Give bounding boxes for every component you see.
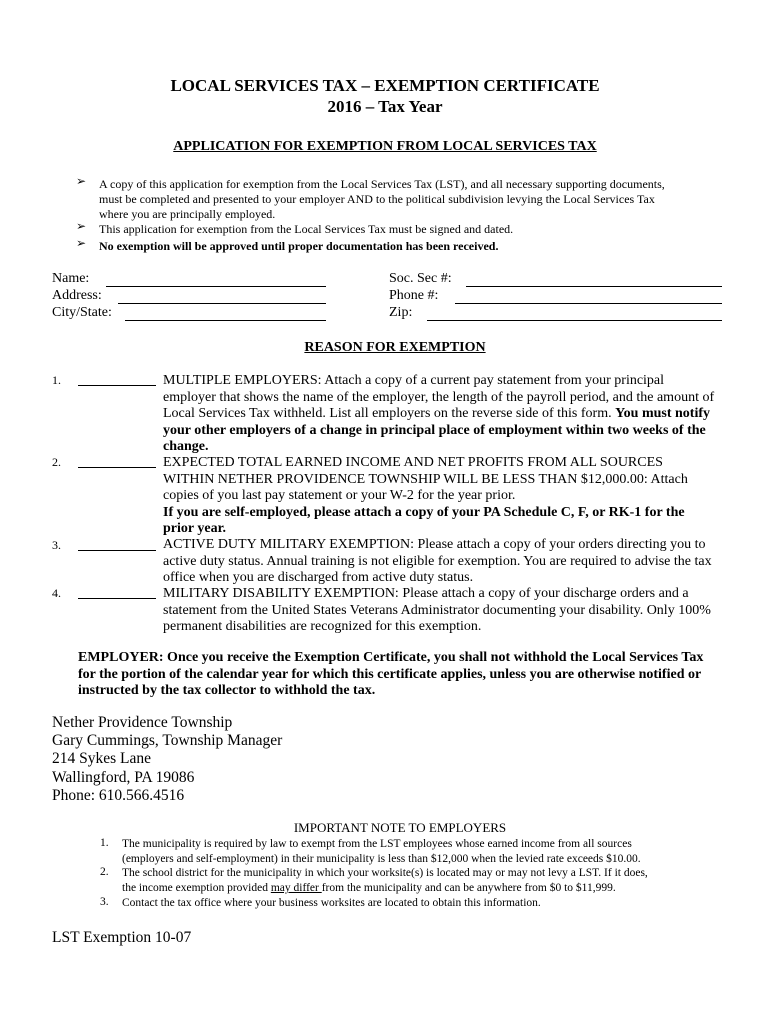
note-title: IMPORTANT NOTE TO EMPLOYERS: [293, 820, 507, 835]
reason-4-text: [163, 586, 723, 636]
note-3: Contact the tax office where your business worksites are located to obtain this information.: [122, 897, 541, 909]
employer-notice-line: for the portion of the calendar year for which this certificate applies, unless you are otherwise notified or: [78, 666, 702, 682]
reason-3-blank[interactable]: [78, 550, 156, 551]
reason-4-blank[interactable]: [78, 598, 156, 599]
reason-1-line: change.: [163, 439, 209, 454]
reason-1-line: MULTIPLE EMPLOYERS: Attach a copy of a current pay statement from your principal: [163, 373, 665, 388]
reason-2-blank[interactable]: [78, 467, 156, 468]
reason-3-line: office when you are discharged from active duty status.: [163, 570, 474, 585]
note-2-underlined-part: may differ: [270, 881, 322, 894]
reason-1-text-part: Local Services Tax withheld. List all employers on the reverse side of this form.: [163, 406, 616, 421]
reason-2-line: copies of you last pay statement or your W-2 for the year prior.: [163, 488, 516, 503]
note-1-line: The municipality is required by law to exempt from the LST employees whose earned income from all sources: [122, 838, 632, 850]
township-address: [52, 714, 282, 805]
reason-3-line: active duty status. Annual training is not eligible for exemption. You are required to advise the tax: [163, 553, 712, 569]
reason-3-text: [163, 537, 723, 587]
reason-1-text: [163, 373, 723, 456]
phone-label: Phone #:: [389, 288, 439, 303]
note-1-number: 1.: [100, 837, 109, 849]
reason-1-line: employer that shows the name of the employer, the length of the payroll period, and the amount of: [163, 389, 715, 405]
note-2-line: [122, 881, 722, 896]
reason-4-line: statement from the United States Veterans Administrator documenting your disability. Only 100%: [163, 602, 711, 618]
tax-year: 2016 – Tax Year: [327, 97, 443, 116]
bullet-3: No exemption will be approved until proper documentation has been received.: [99, 239, 499, 253]
reason-3-number: 3.: [52, 538, 61, 552]
reason-1-bold-part: You must notify: [615, 406, 710, 421]
employer-notice: [78, 650, 718, 700]
reason-1-number: 1.: [52, 373, 61, 387]
reason-2-line: WITHIN NETHER PROVIDENCE TOWNSHIP WILL BE LESS THAN $12,000.00: Attach: [163, 471, 688, 487]
arrow-bullet-icon: ➢: [76, 219, 87, 233]
arrow-bullet-icon: ➢: [76, 236, 87, 250]
address-label: Address:: [52, 288, 102, 303]
reason-2-line: If you are self-employed, please attach a copy of your PA Schedule C, F, or RK-1 for the: [163, 504, 685, 520]
note-2-line: The school district for the municipality in which your worksite(s) is located may or may not levy a LST. If it does,: [122, 867, 648, 879]
bullet-1: [99, 177, 719, 222]
note-2-number: 2.: [100, 866, 109, 878]
phone-field[interactable]: [455, 303, 722, 304]
zip-label: Zip:: [389, 305, 413, 320]
bullet-1-line-1: A copy of this application for exemption from the Local Services Tax (LST), and all necessary supporting documents,: [99, 177, 665, 191]
note-2-text-part: from the municipality and can be anywhere from $0 to $11,999.: [321, 881, 616, 894]
reason-4-line: MILITARY DISABILITY EXEMPTION: Please attach a copy of your discharge orders and a: [163, 586, 689, 601]
employer-notice-line: instructed by the tax collector to withhold the tax.: [78, 683, 376, 698]
reason-4-line: permanent disabilities are recognized for this exemption.: [163, 619, 482, 634]
city-state-field[interactable]: [125, 320, 326, 321]
name-label: Name:: [52, 271, 90, 286]
form-code: LST Exemption 10-07: [52, 929, 192, 946]
ssn-field[interactable]: [466, 286, 722, 287]
arrow-bullet-icon: ➢: [76, 174, 87, 188]
employer-notice-line: EMPLOYER: Once you receive the Exemption Certificate, you shall not withhold the Local Services Tax: [78, 650, 704, 665]
reason-2-line: prior year.: [163, 521, 226, 536]
note-1-line: (employers and self-employment) in their municipality is less than $12,000 when the levied rate exceeds $10.00.: [122, 852, 641, 865]
bullet-1-line-3: where you are principally employed.: [99, 207, 276, 221]
reason-1-blank[interactable]: [78, 385, 156, 386]
section-title: APPLICATION FOR EXEMPTION FROM LOCAL SERVICES TAX: [173, 139, 597, 154]
city-zip: Wallingford, PA 19086: [52, 768, 195, 786]
note-2: [122, 866, 722, 896]
city-state-label: City/State:: [52, 305, 112, 320]
reason-2-text: [163, 455, 723, 538]
note-3-number: 3.: [100, 896, 109, 908]
bullet-2: This application for exemption from the Local Services Tax must be signed and dated.: [99, 222, 514, 236]
note-2-text-part: the income exemption provided: [122, 881, 271, 894]
zip-field[interactable]: [427, 320, 722, 321]
reason-4-number: 4.: [52, 586, 61, 600]
reason-1-line: [163, 406, 723, 423]
reason-1-line: your other employers of a change in principal place of employment within two weeks of the: [163, 422, 706, 438]
reason-2-number: 2.: [52, 455, 61, 469]
street-address: 214 Sykes Lane: [52, 750, 152, 768]
address-field[interactable]: [118, 303, 326, 304]
township-manager: Gary Cummings, Township Manager: [52, 732, 283, 750]
reason-2-line: EXPECTED TOTAL EARNED INCOME AND NET PROFITS FROM ALL SOURCES: [163, 455, 663, 470]
ssn-label: Soc. Sec #:: [389, 271, 452, 286]
phone-number: Phone: 610.566.4516: [52, 786, 185, 804]
page-title: LOCAL SERVICES TAX – EXEMPTION CERTIFICATE: [170, 76, 600, 95]
bullet-1-line-2: must be completed and presented to your employer AND to the political subdivision levying the Local Services Tax: [99, 192, 655, 206]
township-name: Nether Providence Township: [52, 714, 233, 731]
note-1: [122, 837, 722, 867]
name-field[interactable]: [106, 286, 326, 287]
reason-title: REASON FOR EXEMPTION: [304, 340, 486, 355]
reason-3-line: ACTIVE DUTY MILITARY EXEMPTION: Please attach a copy of your orders directing you to: [163, 537, 706, 552]
